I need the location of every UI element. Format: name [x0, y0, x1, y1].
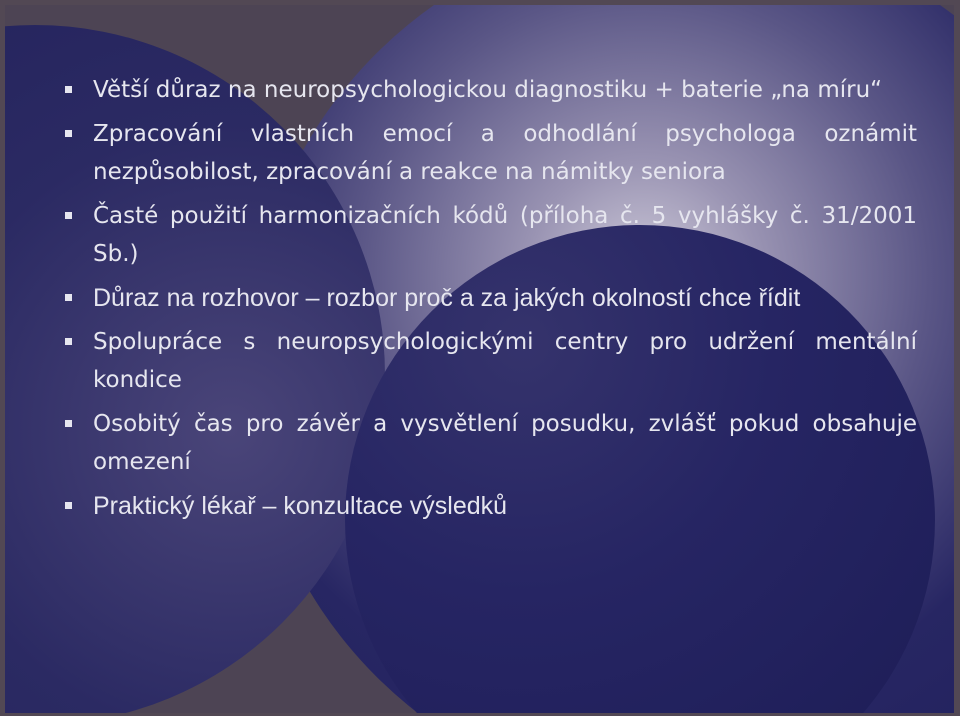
bullet-item	[65, 279, 917, 317]
bullet-item	[65, 115, 917, 191]
square-bullet-icon	[65, 86, 72, 93]
bullet-item	[65, 405, 917, 481]
square-bullet-icon	[65, 212, 72, 219]
bullet-text: Spolupráce s neuropsychologickými centry pro udržení mentální kondice	[93, 329, 917, 393]
bullet-text: Osobitý čas pro závěr a vysvětlení posudku, zvlášť pokud obsahuje omezení	[93, 411, 917, 475]
bullet-list	[65, 71, 917, 531]
square-bullet-icon	[65, 130, 72, 137]
bullet-text: Důraz na rozhovor – rozbor proč a za jakých okolností chce řídit	[93, 284, 801, 312]
bullet-item	[65, 71, 917, 109]
square-bullet-icon	[65, 294, 72, 301]
square-bullet-icon	[65, 420, 72, 427]
bullet-text: Zpracování vlastních emocí a odhodlání psychologa oznámit nezpůsobilost, zpracování a reakce na námitky seniora	[93, 121, 917, 185]
square-bullet-icon	[65, 338, 72, 345]
bullet-item	[65, 323, 917, 399]
bullet-text: Časté použití harmonizačních kódů (příloha č. 5 vyhlášky č. 31/2001 Sb.)	[93, 203, 917, 267]
bullet-item	[65, 197, 917, 273]
slide-background	[5, 5, 954, 713]
square-bullet-icon	[65, 502, 72, 509]
slide-content	[5, 5, 954, 713]
bullet-text: Větší důraz na neuropsychologickou diagnostiku + baterie „na míru“	[93, 77, 883, 103]
bullet-item	[65, 487, 917, 525]
bullet-text: Praktický lékař – konzultace výsledků	[93, 492, 508, 520]
